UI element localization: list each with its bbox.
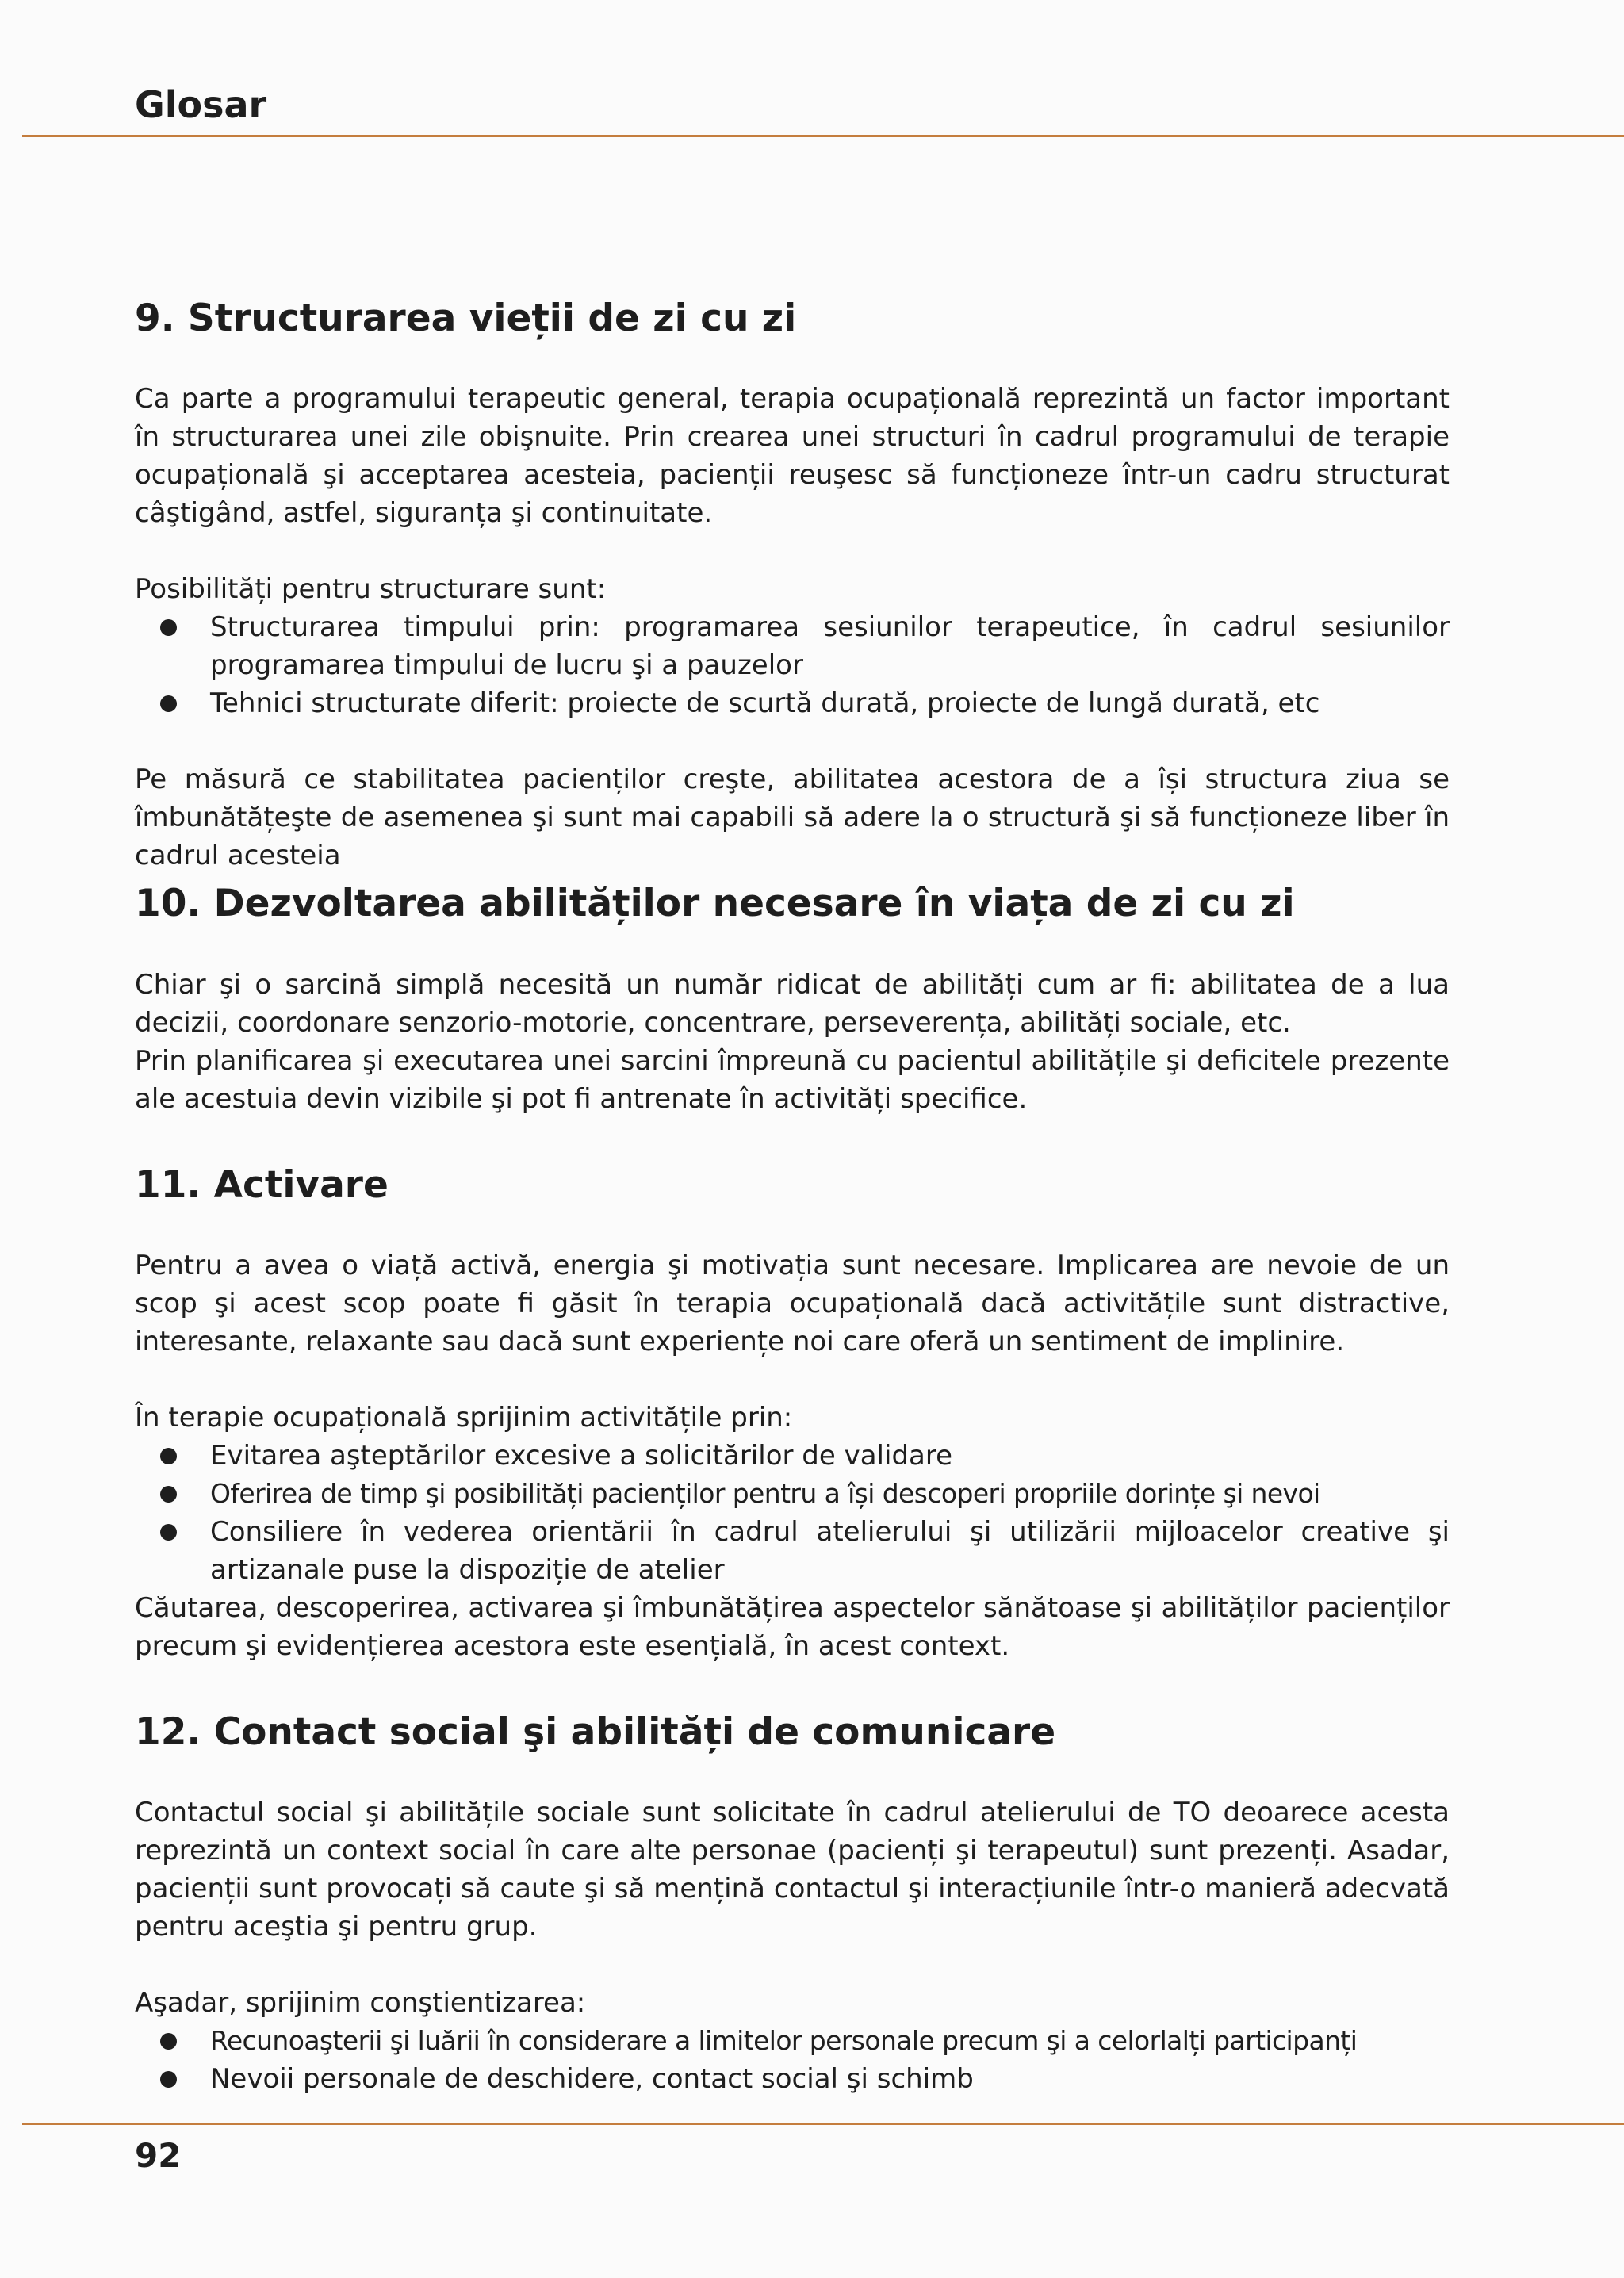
bullet-icon [160, 695, 177, 712]
section-9-bullet-list [135, 608, 1450, 722]
bullet-icon [160, 1448, 177, 1464]
header-divider [22, 135, 1624, 137]
running-header: Glosar [135, 83, 267, 126]
list-item: Evitarea aşteptărilor excesive a solicitărilor de validare [135, 1437, 1450, 1475]
section-9-closing: Pe măsură ce stabilitatea pacienților creşte, abilitatea acestora de a își structura ziua se îmbunătățeşte de asemenea şi sunt mai capabili să adere la o structură şi să funcționeze liber în cadrul acesteia [135, 764, 1450, 871]
list-item: Consiliere în vederea orientării în cadrul atelierului şi utilizării mijloacelor creative şi artizanale puse la dispoziție de atelier [135, 1513, 1450, 1589]
bullet-icon [160, 2033, 177, 2050]
bullet-icon [160, 619, 177, 636]
list-item: Tehnici structurate diferit: proiecte de scurtă durată, proiecte de lungă durată, etc [135, 684, 1450, 722]
list-item: Structurarea timpului prin: programarea sesiunilor terapeutice, în cadrul sesiunilor programarea timpului de lucru şi a pauzelor [135, 608, 1450, 684]
section-12-heading: 12. Contact social şi abilități de comunicare [135, 1710, 1056, 1754]
bullet-icon [160, 1486, 177, 1503]
list-item: Recunoaşterii şi luării în considerare a limitelor personale precum şi a celorlalți participanți [135, 2022, 1450, 2060]
section-10-paragraph-1: Chiar şi o sarcină simplă necesită un număr ridicat de abilități cum ar fi: abilitatea de a lua decizii, coordonare senzorio-motorie, concentrare, perseverența, abilități sociale, etc. [135, 969, 1450, 1039]
section-11-closing: Căutarea, descoperirea, activarea şi îmbunătățirea aspectelor sănătoase şi abilităților pacienților precum şi evidențierea acestora este esențială, în acest context. [135, 1592, 1450, 1662]
section-11-paragraph: Pentru a avea o viață activă, energia şi motivația sunt necesare. Implicarea are nevoie de un scop şi acest scop poate fi găsit în terapia ocupațională dacă activitățile sunt distractive, interesante, relaxante sau dacă sunt experiențe noi care oferă un sentiment de implinire. [135, 1250, 1450, 1357]
footer-divider [22, 2123, 1624, 2125]
section-11-bullet-list [135, 1437, 1450, 1589]
bullet-icon [160, 2071, 177, 2088]
section-11-heading: 11. Activare [135, 1163, 389, 1207]
section-10-paragraph-2: Prin planificarea şi executarea unei sarcini împreună cu pacientul abilitățile şi deficitele prezente ale acestuia devin vizibile şi pot fi antrenate în activități specifice. [135, 1045, 1450, 1115]
section-12-paragraph: Contactul social şi abilitățile sociale sunt solicitate în cadrul atelierului de TO deoarece acesta reprezintă un context social în care alte personae (pacienți şi terapeutul) sunt prezenți. Asadar, pacienții sunt provocați să caute şi să mențină contactul şi interacțiunile într-o manieră adecvată pentru aceştia şi pentru grup. [135, 1797, 1450, 1943]
list-item: Nevoii personale de deschidere, contact social şi schimb [135, 2060, 1450, 2098]
section-10-heading: 10. Dezvoltarea abilităților necesare în viața de zi cu zi [135, 882, 1295, 925]
section-9-heading: 9. Structurarea vieții de zi cu zi [135, 297, 797, 340]
section-12-list-intro: Aşadar, sprijinim conştientizarea: [135, 1987, 586, 2019]
section-9-paragraph: Ca parte a programului terapeutic general, terapia ocupațională reprezintă un factor important în structurarea unei zile obişnuite. Prin crearea unei structuri în cadrul programului de terapie ocupațională şi acceptarea acesteia, pacienții reuşesc să funcționeze într-un cadru structurat câştigând, astfel, siguranța şi continuitate. [135, 383, 1450, 529]
section-12-bullet-list [135, 2022, 1450, 2098]
bullet-icon [160, 1524, 177, 1541]
section-9-list-intro: Posibilități pentru structurare sunt: [135, 573, 607, 605]
list-item: Oferirea de timp şi posibilități pacienților pentru a își descoperi propriile dorințe şi nevoi [135, 1475, 1450, 1513]
section-11-list-intro: În terapie ocupațională sprijinim activitățile prin: [135, 1402, 793, 1434]
page-number: 92 [135, 2136, 182, 2175]
